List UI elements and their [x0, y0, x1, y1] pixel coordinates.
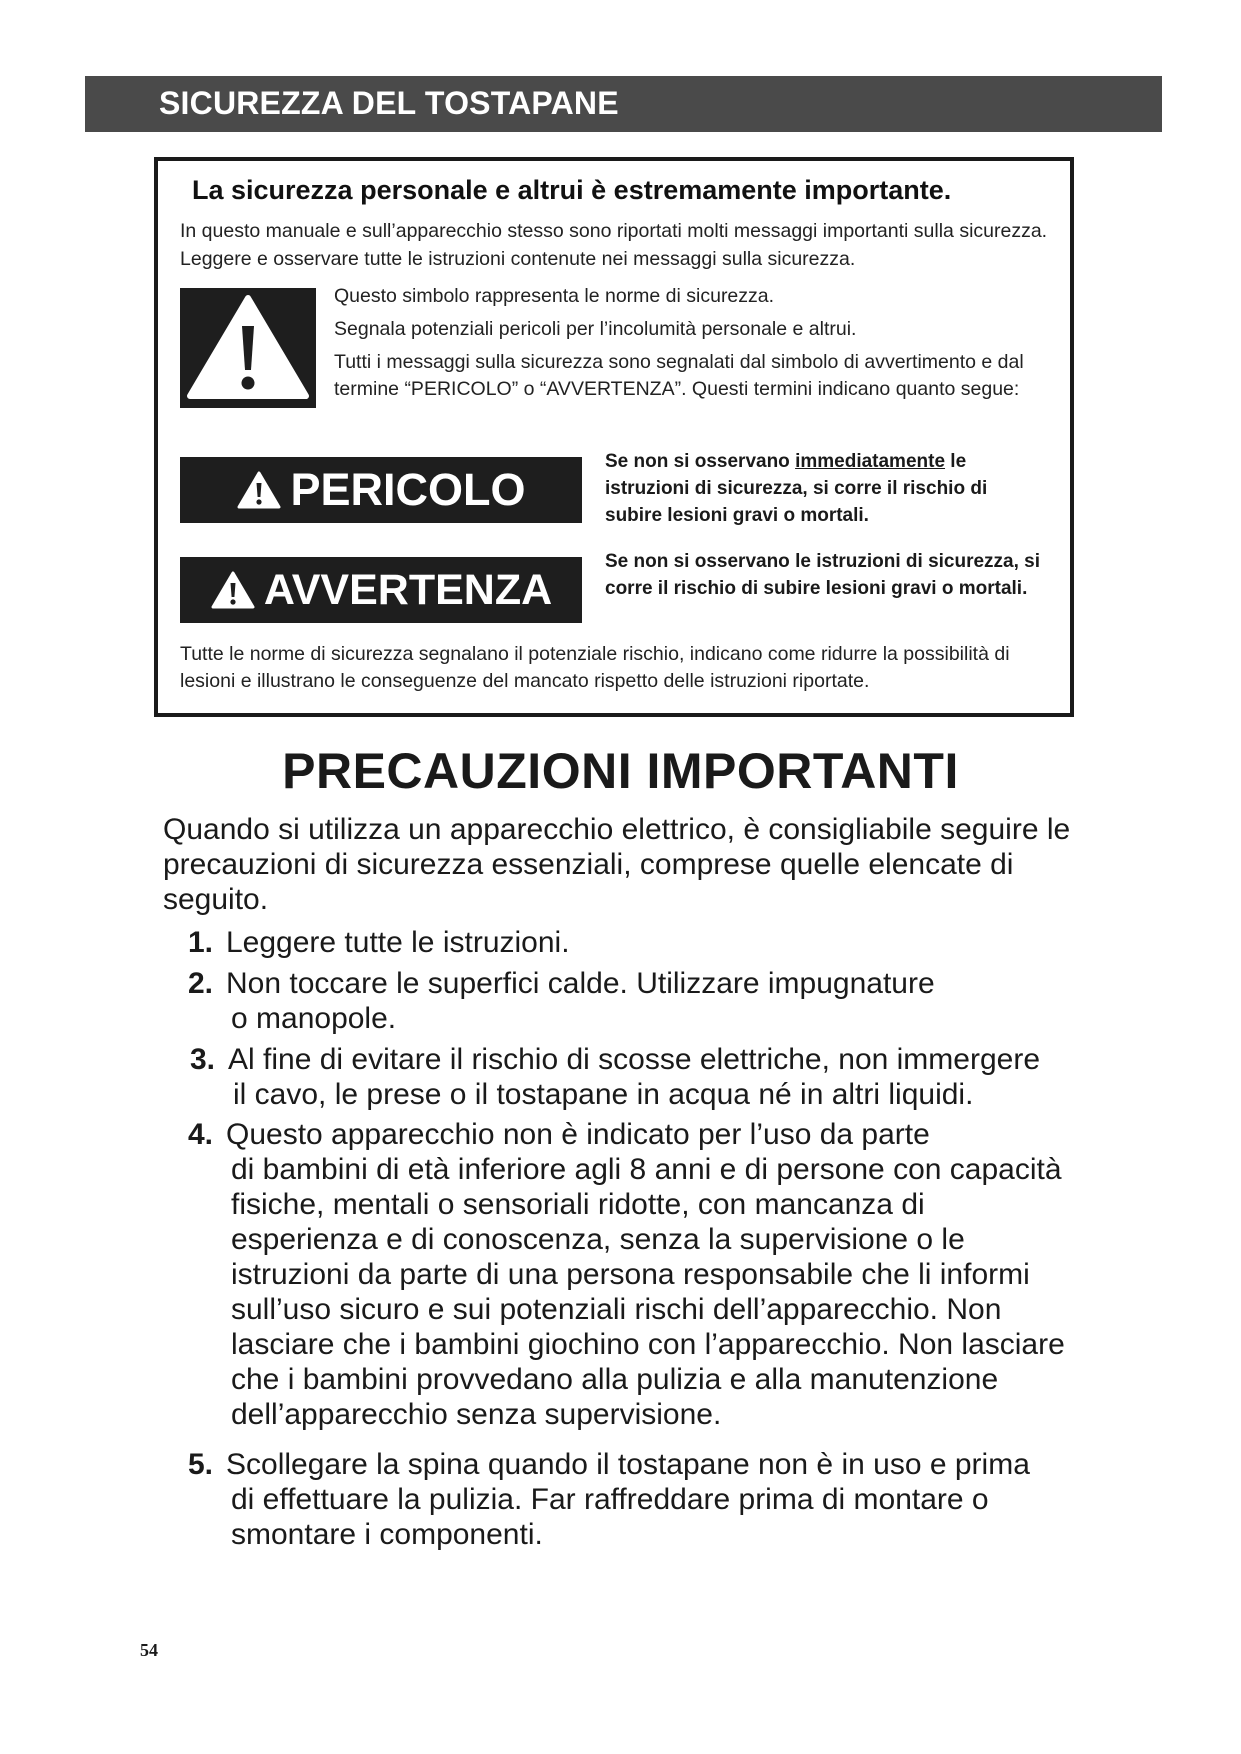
safety-intro: In questo manuale e sull’apparecchio stesso sono riportati molti messaggi importanti sulla sicurezza. Leggere e osservare tutte le istruzioni contenute nei messaggi sulla sicurezza. [180, 220, 1048, 270]
item-text-continued: il cavo, le prese o il tostapane in acqua né in altri liquidi. [233, 1078, 974, 1111]
item-number: 4. [188, 1118, 214, 1151]
item-text: Non toccare le superfici calde. Utilizzare impugnature [226, 967, 935, 1000]
danger-desc-part: le istruzioni di sicurezza, si corre il rischio di subire lesioni gravi o mortali. [605, 451, 988, 526]
safety-footer: Tutte le norme di sicurezza segnalano il potenziale rischio, indicano come ridurre la possibilità di lesioni e illustrano le conseguenze del mancato rispetto delle istruzioni riportate. [180, 643, 1010, 692]
precautions-title: PRECAUZIONI IMPORTANTI [282, 743, 959, 799]
safety-alert-symbol [180, 288, 316, 408]
danger-description [605, 448, 1045, 529]
symbol-line: Questo simbolo rappresenta le norme di sicurezza. [334, 285, 775, 307]
section-title: SICUREZZA DEL TOSTAPANE [159, 85, 619, 121]
item-text-continued: o manopole. [231, 1002, 397, 1035]
warning-label-text: AVVERTENZA [263, 565, 553, 614]
danger-desc-emphasis: immediatamente [795, 451, 946, 472]
warning-signal-label [180, 557, 582, 623]
symbol-explanation [334, 283, 1064, 409]
item-text-continued: di effettuare la pulizia. Far raffreddare prima di montare o smontare i componenti. [231, 1483, 989, 1551]
item-text: Leggere tutte le istruzioni. [226, 926, 570, 959]
safety-notice-box [154, 157, 1074, 717]
warning-description: Se non si osservano le istruzioni di sicurezza, si corre il rischio di subire lesioni gravi o mortali. [605, 551, 1041, 599]
item-text-continued: di bambini di età inferiore agli 8 anni e di persone con capacità fisiche, mentali o sensoriali ridotte, con mancanza di esperienza e di conoscenza, senza la supervisione o le istruzioni da parte di una persona responsabile che li informi sull’uso sicuro e sui potenziali rischi dell’apparecchio. Non lasciare che i bambini giochino con l’apparecchio. Non lasciare che i bambini provvedano alla pulizia e alla manutenzione dell’apparecchio senza supervisione. [231, 1153, 1065, 1431]
page-number: 54 [140, 1640, 158, 1660]
danger-signal-label [180, 457, 582, 523]
item-text: Scollegare la spina quando il tostapane non è in uso e prima [226, 1448, 1030, 1481]
item-number: 1. [188, 926, 214, 959]
warning-triangle-icon [210, 570, 256, 610]
danger-label-text: PERICOLO [290, 464, 526, 515]
warning-triangle-icon [180, 288, 316, 408]
item-number: 5. [188, 1448, 214, 1481]
safety-heading: La sicurezza personale e altrui è estremamente importante. [192, 175, 952, 205]
section-header-bar [85, 76, 1162, 132]
danger-desc-part: Se non si osservano [605, 451, 796, 472]
item-text: Al fine di evitare il rischio di scosse elettriche, non immergere [228, 1043, 1041, 1076]
symbol-line: Segnala potenziali pericoli per l’incolumità personale e altrui. [334, 318, 857, 340]
item-text: Questo apparecchio non è indicato per l’uso da parte [226, 1118, 930, 1151]
precautions-intro: Quando si utilizza un apparecchio elettrico, è consigliabile seguire le precauzioni di sicurezza essenziali, comprese quelle elencate di seguito. [163, 813, 1071, 916]
item-number: 2. [188, 967, 214, 1000]
symbol-line: Tutti i messaggi sulla sicurezza sono segnalati dal simbolo di avvertimento e dal termine “PERICOLO” o “AVVERTENZA”. Questi termini indicano quanto segue: [334, 351, 1024, 400]
item-number: 3. [190, 1043, 216, 1076]
warning-triangle-icon [236, 470, 282, 510]
